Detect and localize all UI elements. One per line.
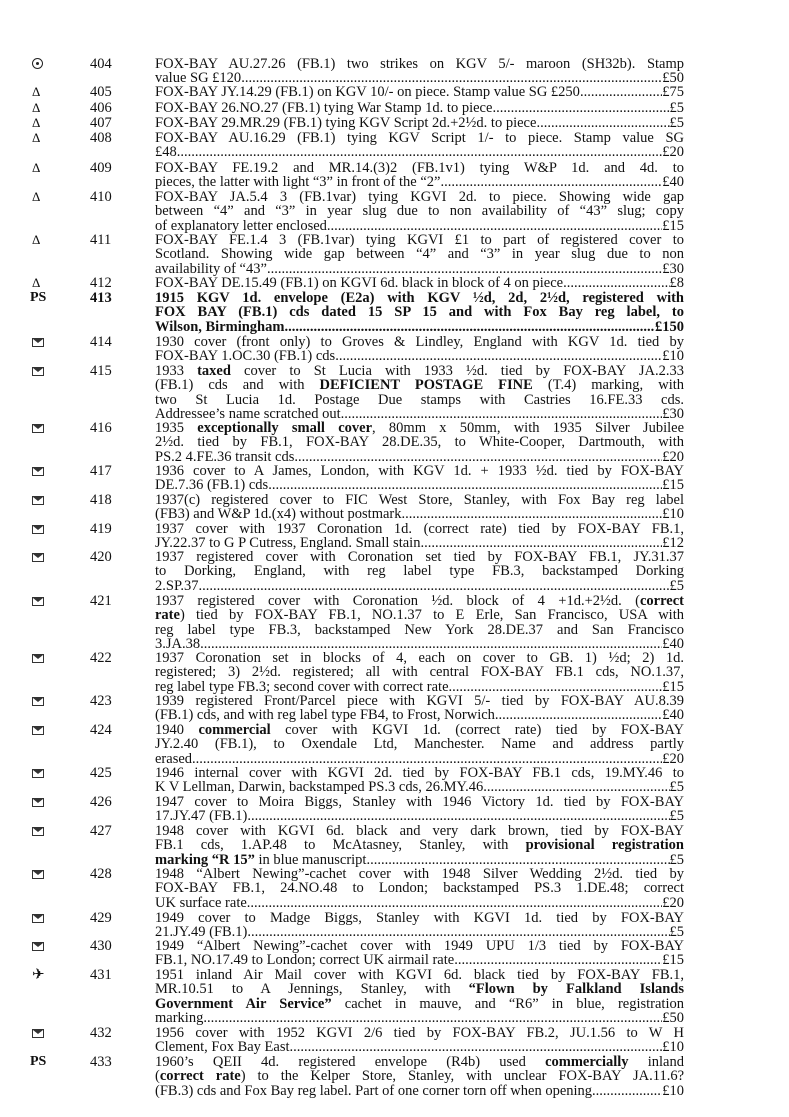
description-last-line: (FB.1) cds, and with reg label type FB4, to Frost, Norwich ..... £40 — [155, 708, 684, 722]
circle-dot-icon — [32, 57, 56, 72]
envelope-icon — [32, 694, 56, 708]
delta-icon: Δ — [32, 130, 41, 145]
envelope-icon — [32, 911, 56, 925]
lot-number: 430 — [90, 938, 112, 954]
description-line: FOX-BAY AU.16.29 (FB.1) tying KGV Script 1/- to piece. Stamp value SG — [155, 131, 684, 146]
description-line: between “4” and “3” in year slug due to non availability of “43” slug; copy — [155, 204, 684, 219]
dot-leader — [200, 637, 662, 651]
lot-description — [155, 1055, 684, 1098]
lot-description — [155, 464, 684, 493]
lot-description — [155, 85, 684, 99]
description-line: FOX-BAY JA.5.4 3 (FB.1var) tying KGVI 2d. to piece. Showing wide gap — [155, 190, 684, 205]
envelope-icon — [32, 550, 56, 564]
envelope-icon — [32, 766, 56, 780]
lot-price: £50 — [662, 71, 684, 86]
description-line: 1937 registered cover with Coronation ½d. block of 4 +1d.+2½d. (correct — [155, 594, 684, 609]
description-line: FB.1 cds, 1.AP.48 to McAtasney, Stanley, with provisional registration — [155, 838, 684, 853]
lot-description — [155, 1026, 684, 1055]
description-line: FOX-BAY AU.27.26 (FB.1) two strikes on KGV 5/- maroon (SH32b). Stamp — [155, 57, 684, 72]
envelope-icon — [32, 522, 56, 536]
description-line: FOX-BAY FB.1, 24.NO.48 to London; backstamped PS.3 1.DE.48; correct — [155, 881, 684, 896]
lot-description — [155, 968, 684, 1025]
delta-icon: Δ — [32, 189, 41, 204]
lot-number: 421 — [90, 593, 112, 609]
lot-number: 426 — [90, 794, 112, 810]
description-line: FOX BAY (FB.1) cds dated 15 SP 15 and with Fox Bay reg label, to — [155, 305, 684, 320]
lot-price: £10 — [662, 1083, 684, 1099]
description-line: 1948 cover with KGVI 6d. black and very dark brown, tied by FOX-BAY — [155, 824, 684, 839]
lot-description — [155, 335, 684, 364]
envelope-icon — [32, 795, 56, 809]
description-line: (FB.1) cds and with DEFICIENT POSTAGE FINE (T.4) marking, with — [155, 378, 684, 393]
description-last-line: 17.JY.47 (FB.1) ..... £5 — [155, 809, 684, 823]
dot-leader — [366, 853, 669, 867]
lot-price: £40 — [662, 637, 684, 652]
lot-number: 405 — [90, 84, 112, 100]
delta-icon: Δ — [32, 115, 41, 130]
lot-number: 419 — [90, 521, 112, 537]
dot-leader — [268, 478, 662, 492]
envelope-icon — [32, 1026, 56, 1040]
description-line: 1915 KGV 1d. envelope (E2a) with KGV ½d, 2d, 2½d, registered with — [155, 291, 684, 306]
description-last-line: marking ..... £50 — [155, 1011, 684, 1025]
lot-description — [155, 291, 684, 334]
envelope-icon — [32, 723, 56, 737]
lot-number: 424 — [90, 722, 112, 738]
lot-description — [155, 651, 684, 694]
description-last-line: pieces, the latter with light “3” in front of the “2” ..... £40 — [155, 175, 684, 189]
lot-number: 414 — [90, 334, 112, 350]
lot-description — [155, 939, 684, 968]
description-last-line: FOX-BAY 26.NO.27 (FB.1) tying War Stamp 1d. to piece ..... £5 — [155, 101, 684, 115]
lot-number: 425 — [90, 765, 112, 781]
lot-price: £5 — [669, 101, 684, 116]
lot-description — [155, 824, 684, 867]
envelope-icon — [32, 824, 56, 838]
lot-number: 404 — [90, 56, 112, 72]
lot-number: 408 — [90, 130, 112, 146]
dot-leader — [420, 536, 662, 550]
description-line: 2½d. tied by FB.1, FOX-BAY 28.DE.35, to White-Cooper, Dartmouth, with — [155, 435, 684, 450]
description-last-line: £48 ..... £20 — [155, 145, 684, 159]
lot-price: £20 — [662, 145, 684, 160]
dot-leader — [284, 320, 655, 334]
dot-leader — [267, 262, 662, 276]
lot-number: 417 — [90, 463, 112, 479]
dot-leader — [247, 896, 662, 910]
description-line: 1946 internal cover with KGVI 2d. tied by FOX-BAY FB.1 cds, 19.MY.46 to — [155, 766, 684, 781]
dot-leader — [449, 680, 663, 694]
dot-leader — [241, 71, 662, 85]
description-line: 1937 registered cover with Coronation set tied by FOX-BAY FB.1, JY.31.37 — [155, 550, 684, 565]
description-last-line: DE.7.36 (FB.1) cds ..... £15 — [155, 478, 684, 492]
description-line: 1933 taxed cover to St Lucia with 1933 ½d. tied by FOX-BAY JA.2.33 — [155, 364, 684, 379]
delta-icon: Δ — [32, 232, 41, 247]
description-last-line: JY.22.37 to G P Cutress, England. Small stain ..... £12 — [155, 536, 684, 550]
description-line: 1956 cover with 1952 KGVI 2/6 tied by FOX-BAY FB.2, JU.1.56 to W H — [155, 1026, 684, 1041]
lot-number: 411 — [90, 232, 112, 248]
description-last-line: 21.JY.49 (FB.1) ..... £5 — [155, 925, 684, 939]
description-last-line: availability of “43” ..... £30 — [155, 262, 684, 276]
description-line: 1936 cover to A James, London, with KGV 1d. + 1933 ½d. tied by FOX-BAY — [155, 464, 684, 479]
dot-leader — [483, 780, 669, 794]
description-last-line: FOX-BAY 1.OC.30 (FB.1) cds ..... £10 — [155, 349, 684, 363]
lot-description — [155, 131, 684, 160]
lot-price: £10 — [662, 349, 684, 364]
description-last-line: FB.1, NO.17.49 to London; correct UK airmail rate ..... £15 — [155, 953, 684, 967]
description-line: 1937 cover with 1937 Coronation 1d. (correct rate) tied by FOX-BAY FB.1, — [155, 522, 684, 537]
airplane-icon: ✈ — [32, 967, 45, 983]
lot-price: £15 — [662, 478, 684, 493]
lot-description — [155, 190, 684, 233]
description-last-line: FOX-BAY 29.MR.29 (FB.1) tying KGV Script 2d.+2½d. to piece ..... £5 — [155, 116, 684, 130]
lot-number: 433 — [90, 1054, 112, 1070]
lot-price: £15 — [662, 218, 684, 234]
lot-number: 422 — [90, 650, 112, 666]
description-line: 1948 “Albert Newing”-cachet cover with 1948 Silver Wedding 2½d. tied by — [155, 867, 684, 882]
description-line: FOX-BAY FE.1.4 3 (FB.1var) tying KGVI £1 to part of registered cover to — [155, 233, 684, 248]
lot-price: £5 — [669, 578, 684, 594]
lot-description — [155, 694, 684, 723]
description-last-line: UK surface rate ..... £20 — [155, 896, 684, 910]
dot-leader — [247, 809, 669, 823]
description-last-line: Clement, Fox Bay East ..... £10 — [155, 1040, 684, 1054]
description-line: 1949 “Albert Newing”-cachet cover with 1949 UPU 1/3 tied by FOX-BAY — [155, 939, 684, 954]
lot-price: £30 — [662, 407, 684, 422]
delta-icon: Δ — [32, 100, 41, 115]
lot-description — [155, 276, 684, 290]
lot-number: 415 — [90, 363, 112, 379]
lot-description — [155, 421, 684, 464]
lot-number: 416 — [90, 420, 112, 436]
dot-leader — [536, 116, 669, 130]
description-line: Scotland. Showing wide gap between “4” and “3” in year slug due to non — [155, 247, 684, 262]
lot-description — [155, 116, 684, 130]
lot-price: £5 — [669, 780, 684, 795]
lot-number: 409 — [90, 160, 112, 176]
lot-number: 413 — [90, 290, 112, 306]
lot-price: £20 — [662, 895, 684, 911]
description-line: 1937(c) registered cover to FIC West Store, Stanley, with Fox Bay reg label — [155, 493, 684, 508]
lot-price: £50 — [662, 1011, 684, 1026]
description-last-line: FOX-BAY JY.14.29 (FB.1) on KGV 10/- on piece. Stamp value SG £250 ..... £75 — [155, 85, 684, 99]
lot-price: £5 — [669, 116, 684, 131]
lot-description — [155, 233, 684, 276]
lot-description — [155, 766, 684, 795]
lot-number: 429 — [90, 910, 112, 926]
postal-stationery-label: PS — [30, 290, 47, 305]
description-last-line: erased ..... £20 — [155, 752, 684, 766]
dot-leader — [327, 219, 662, 233]
lot-price: £40 — [662, 708, 684, 723]
lot-number: 423 — [90, 693, 112, 709]
lot-number: 427 — [90, 823, 112, 839]
description-last-line: Wilson, Birmingham ..... £150 — [155, 320, 684, 334]
envelope-icon — [32, 493, 56, 507]
lot-price: £10 — [662, 507, 684, 522]
dot-leader — [203, 1011, 662, 1025]
dot-leader — [294, 450, 662, 464]
dot-leader — [341, 407, 663, 421]
description-line: 1960’s QEII 4d. registered envelope (R4b) used commercially inland — [155, 1055, 684, 1070]
lot-description — [155, 364, 684, 421]
description-line: 1951 inland Air Mail cover with KGVI 6d. black tied by FOX-BAY FB.1, — [155, 968, 684, 983]
lot-number: 412 — [90, 275, 112, 291]
lot-price: £10 — [662, 1040, 684, 1055]
description-line: registered; 3) 2½d. registered; all with central FOX-BAY FB.1 cds, NO.1.37, — [155, 665, 684, 680]
description-line: rate) tied by FOX-BAY FB.1, NO.1.37 to E Erle, San Francisco, USA with — [155, 608, 684, 623]
lot-price: £75 — [662, 85, 684, 100]
envelope-icon — [32, 421, 56, 435]
lot-description — [155, 911, 684, 940]
description-line: Government Air Service” cachet in mauve, and “R6” in blue, registration — [155, 996, 684, 1012]
lot-number: 407 — [90, 115, 112, 131]
lot-price: £8 — [669, 276, 684, 291]
dot-leader — [335, 349, 662, 363]
description-line: 1939 registered Front/Parcel piece with KGVI 5/- tied by FOX-BAY AU.8.39 — [155, 694, 684, 709]
dot-leader — [440, 175, 662, 189]
description-line: two St Lucia 1d. Postage Due stamps with Castries 16.FE.33 cds. — [155, 392, 684, 408]
description-last-line: Addressee’s name scratched out ..... £30 — [155, 407, 684, 421]
description-line: 1930 cover (front only) to Groves & Lindley, England with KGV 1d. tied by — [155, 335, 684, 350]
dot-leader — [177, 145, 663, 159]
envelope-icon — [32, 335, 56, 349]
description-line: JY.2.40 (FB.1), to Oxendale Ltd, Manchester. Name and address partly — [155, 737, 684, 752]
lot-price: £150 — [655, 319, 684, 335]
lot-description — [155, 723, 684, 766]
envelope-icon — [32, 651, 56, 665]
lot-price: £12 — [662, 536, 684, 551]
description-last-line: (FB.3) cds and Fox Bay reg label. Part of one corner torn off when opening ..... £10 — [155, 1084, 684, 1098]
lot-description — [155, 522, 684, 551]
lot-description — [155, 493, 684, 522]
dot-leader — [592, 1084, 662, 1098]
description-line: 1935 exceptionally small cover, 80mm x 50mm, with 1935 Silver Jubilee — [155, 421, 684, 436]
description-line: 1947 cover to Moira Biggs, Stanley with 1946 Victory 1d. tied by FOX-BAY — [155, 795, 684, 810]
lot-price: £40 — [662, 175, 684, 190]
lot-description — [155, 101, 684, 115]
dot-leader — [495, 708, 662, 722]
envelope-icon — [32, 939, 56, 953]
description-line: reg label type FB.3, backstamped New York 28.DE.37 and San Francisco — [155, 622, 684, 638]
envelope-icon — [32, 464, 56, 478]
delta-icon: Δ — [32, 84, 41, 99]
delta-icon: Δ — [32, 160, 41, 175]
description-line: 1949 cover to Madge Biggs, Stanley with KGVI 1d. tied by FOX-BAY — [155, 911, 684, 926]
lot-price: £20 — [662, 449, 684, 465]
dot-leader — [402, 507, 663, 521]
description-last-line: 2.SP.37 ..... £5 — [155, 579, 684, 593]
lot-price: £20 — [662, 751, 684, 767]
dot-leader — [247, 925, 669, 939]
description-last-line: value SG £120 ..... £50 — [155, 71, 684, 85]
postal-stationery-label: PS — [30, 1054, 47, 1069]
lot-number: 432 — [90, 1025, 112, 1041]
lot-price: £5 — [669, 852, 684, 868]
description-last-line: 3.JA.38 ..... £40 — [155, 637, 684, 651]
dot-leader — [563, 276, 669, 290]
description-last-line: (FB3) and W&P 1d.(x4) without postmark ..... £10 — [155, 507, 684, 521]
delta-icon: Δ — [32, 275, 41, 290]
lot-price: £5 — [669, 925, 684, 940]
lot-description — [155, 795, 684, 824]
dot-leader — [492, 101, 669, 115]
lot-description — [155, 161, 684, 190]
lot-number: 431 — [90, 967, 112, 983]
dot-leader — [290, 1040, 663, 1054]
lot-price: £5 — [669, 809, 684, 824]
lot-price: £30 — [662, 261, 684, 277]
lot-price: £15 — [662, 953, 684, 968]
envelope-icon — [32, 364, 56, 378]
lot-price: £15 — [662, 679, 684, 695]
dot-leader — [454, 953, 662, 967]
description-line: FOX-BAY FE.19.2 and MR.14.(3)2 (FB.1v1) tying W&P 1d. and 4d. to — [155, 161, 684, 176]
description-line: 1937 Coronation set in blocks of 4, each on cover to GB. 1) ½d; 2) 1d. — [155, 651, 684, 666]
envelope-icon — [32, 594, 56, 608]
description-line: MR.10.51 to A Jennings, Stanley, with “Flown by Falkland Islands — [155, 982, 684, 997]
lot-number: 428 — [90, 866, 112, 882]
dot-leader — [192, 752, 662, 766]
description-line: 1940 commercial cover with KGVI 1d. (correct rate) tied by FOX-BAY — [155, 723, 684, 738]
description-last-line: FOX-BAY DE.15.49 (FB.1) on KGVI 6d. black in block of 4 on piece ..... £8 — [155, 276, 684, 290]
lot-number: 418 — [90, 492, 112, 508]
lot-description — [155, 57, 684, 86]
description-line: to Dorking, England, with reg label type FB.3, backstamped Dorking — [155, 564, 684, 579]
envelope-icon — [32, 867, 56, 881]
dot-leader — [199, 579, 670, 593]
lot-number: 410 — [90, 189, 112, 205]
description-last-line: reg label type FB.3; second cover with correct rate ..... £15 — [155, 680, 684, 694]
description-last-line: marking “R 15” in blue manuscript ..... £5 — [155, 853, 684, 867]
description-last-line: of explanatory letter enclosed ..... £15 — [155, 219, 684, 233]
description-last-line: PS.2 4.FE.36 transit cds ..... £20 — [155, 450, 684, 464]
lot-number: 420 — [90, 549, 112, 565]
description-last-line: K V Lellman, Darwin, backstamped PS.3 cds, 26.MY.46 ..... £5 — [155, 780, 684, 794]
lot-description — [155, 594, 684, 651]
dot-leader — [580, 85, 662, 99]
lot-description — [155, 867, 684, 910]
lot-description — [155, 550, 684, 593]
lot-number: 406 — [90, 100, 112, 116]
description-line: (correct rate) to the Kelper Store, Stanley, with unclear FOX-BAY JA.11.6? — [155, 1069, 684, 1084]
